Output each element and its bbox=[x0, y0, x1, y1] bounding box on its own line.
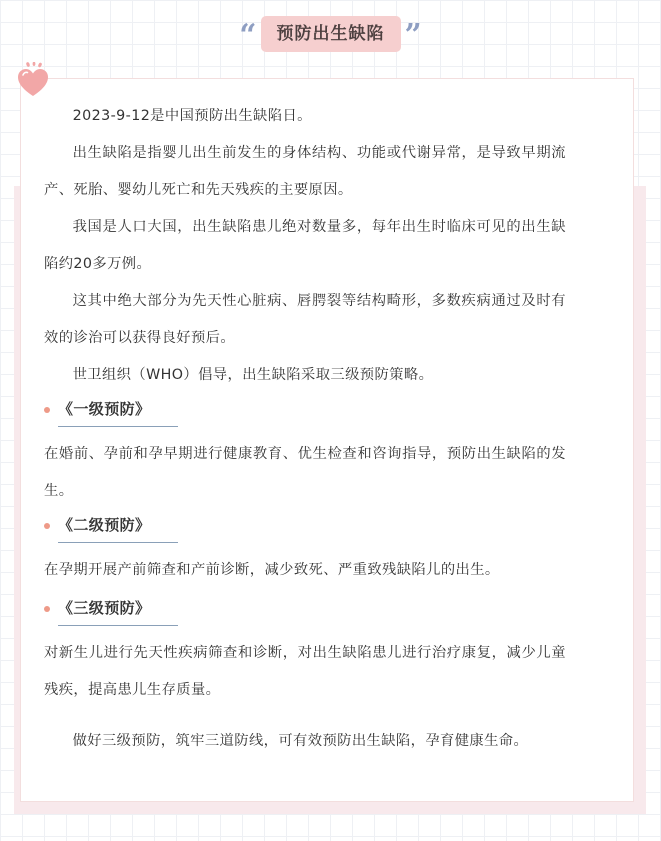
section-body: 在孕期开展产前筛查和产前诊断，减少致死、严重致残缺陷儿的出生。 bbox=[44, 562, 500, 578]
bullet-dot-icon bbox=[44, 523, 50, 529]
conclusion-paragraph: 做好三级预防，筑牢三道防线，可有效预防出生缺陷，孕育健康生命。 bbox=[72, 733, 529, 749]
intro-paragraph: 世卫组织（WHO）倡导，出生缺陷采取三级预防策略。 bbox=[72, 367, 434, 383]
section-underline bbox=[58, 625, 178, 626]
close-quote-mark: ” bbox=[404, 21, 422, 51]
section-heading-primary bbox=[44, 394, 566, 428]
intro-paragraph: 2023-9-12是中国预防出生缺陷日。 bbox=[72, 108, 312, 124]
title-banner bbox=[0, 16, 661, 52]
intro-paragraph: 出生缺陷是指婴儿出生前发生的身体结构、功能或代谢异常，是导致早期流产、死胎、婴幼儿死亡和先天残疾的主要原因。 bbox=[44, 145, 566, 198]
section-title: 《二级预防》 bbox=[58, 516, 151, 534]
section-body: 在婚前、孕前和孕早期进行健康教育、优生检查和咨询指导，预防出生缺陷的发生。 bbox=[44, 446, 566, 499]
bullet-dot-icon bbox=[44, 407, 50, 413]
section-body: 对新生儿进行先天性疾病筛查和诊断，对出生缺陷患儿进行治疗康复，减少儿童残疾，提高患儿生存质量。 bbox=[44, 645, 566, 698]
article-body bbox=[44, 98, 566, 760]
bullet-dot-icon bbox=[44, 606, 50, 612]
open-quote-mark: “ bbox=[239, 21, 257, 51]
intro-paragraph: 这其中绝大部分为先天性心脏病、唇腭裂等结构畸形，多数疾病通过及时有效的诊治可以获得良好预后。 bbox=[44, 293, 566, 346]
page-title: 预防出生缺陷 bbox=[261, 16, 401, 52]
section-underline bbox=[58, 426, 178, 427]
section-heading-tertiary bbox=[44, 593, 566, 627]
section-heading-secondary bbox=[44, 510, 566, 544]
section-title: 《一级预防》 bbox=[58, 400, 151, 418]
section-title: 《三级预防》 bbox=[58, 599, 151, 617]
intro-paragraph: 我国是人口大国，出生缺陷患儿绝对数量多，每年出生时临床可见的出生缺陷约20多万例。 bbox=[44, 219, 566, 272]
heart-icon bbox=[16, 62, 50, 98]
section-underline bbox=[58, 542, 178, 543]
